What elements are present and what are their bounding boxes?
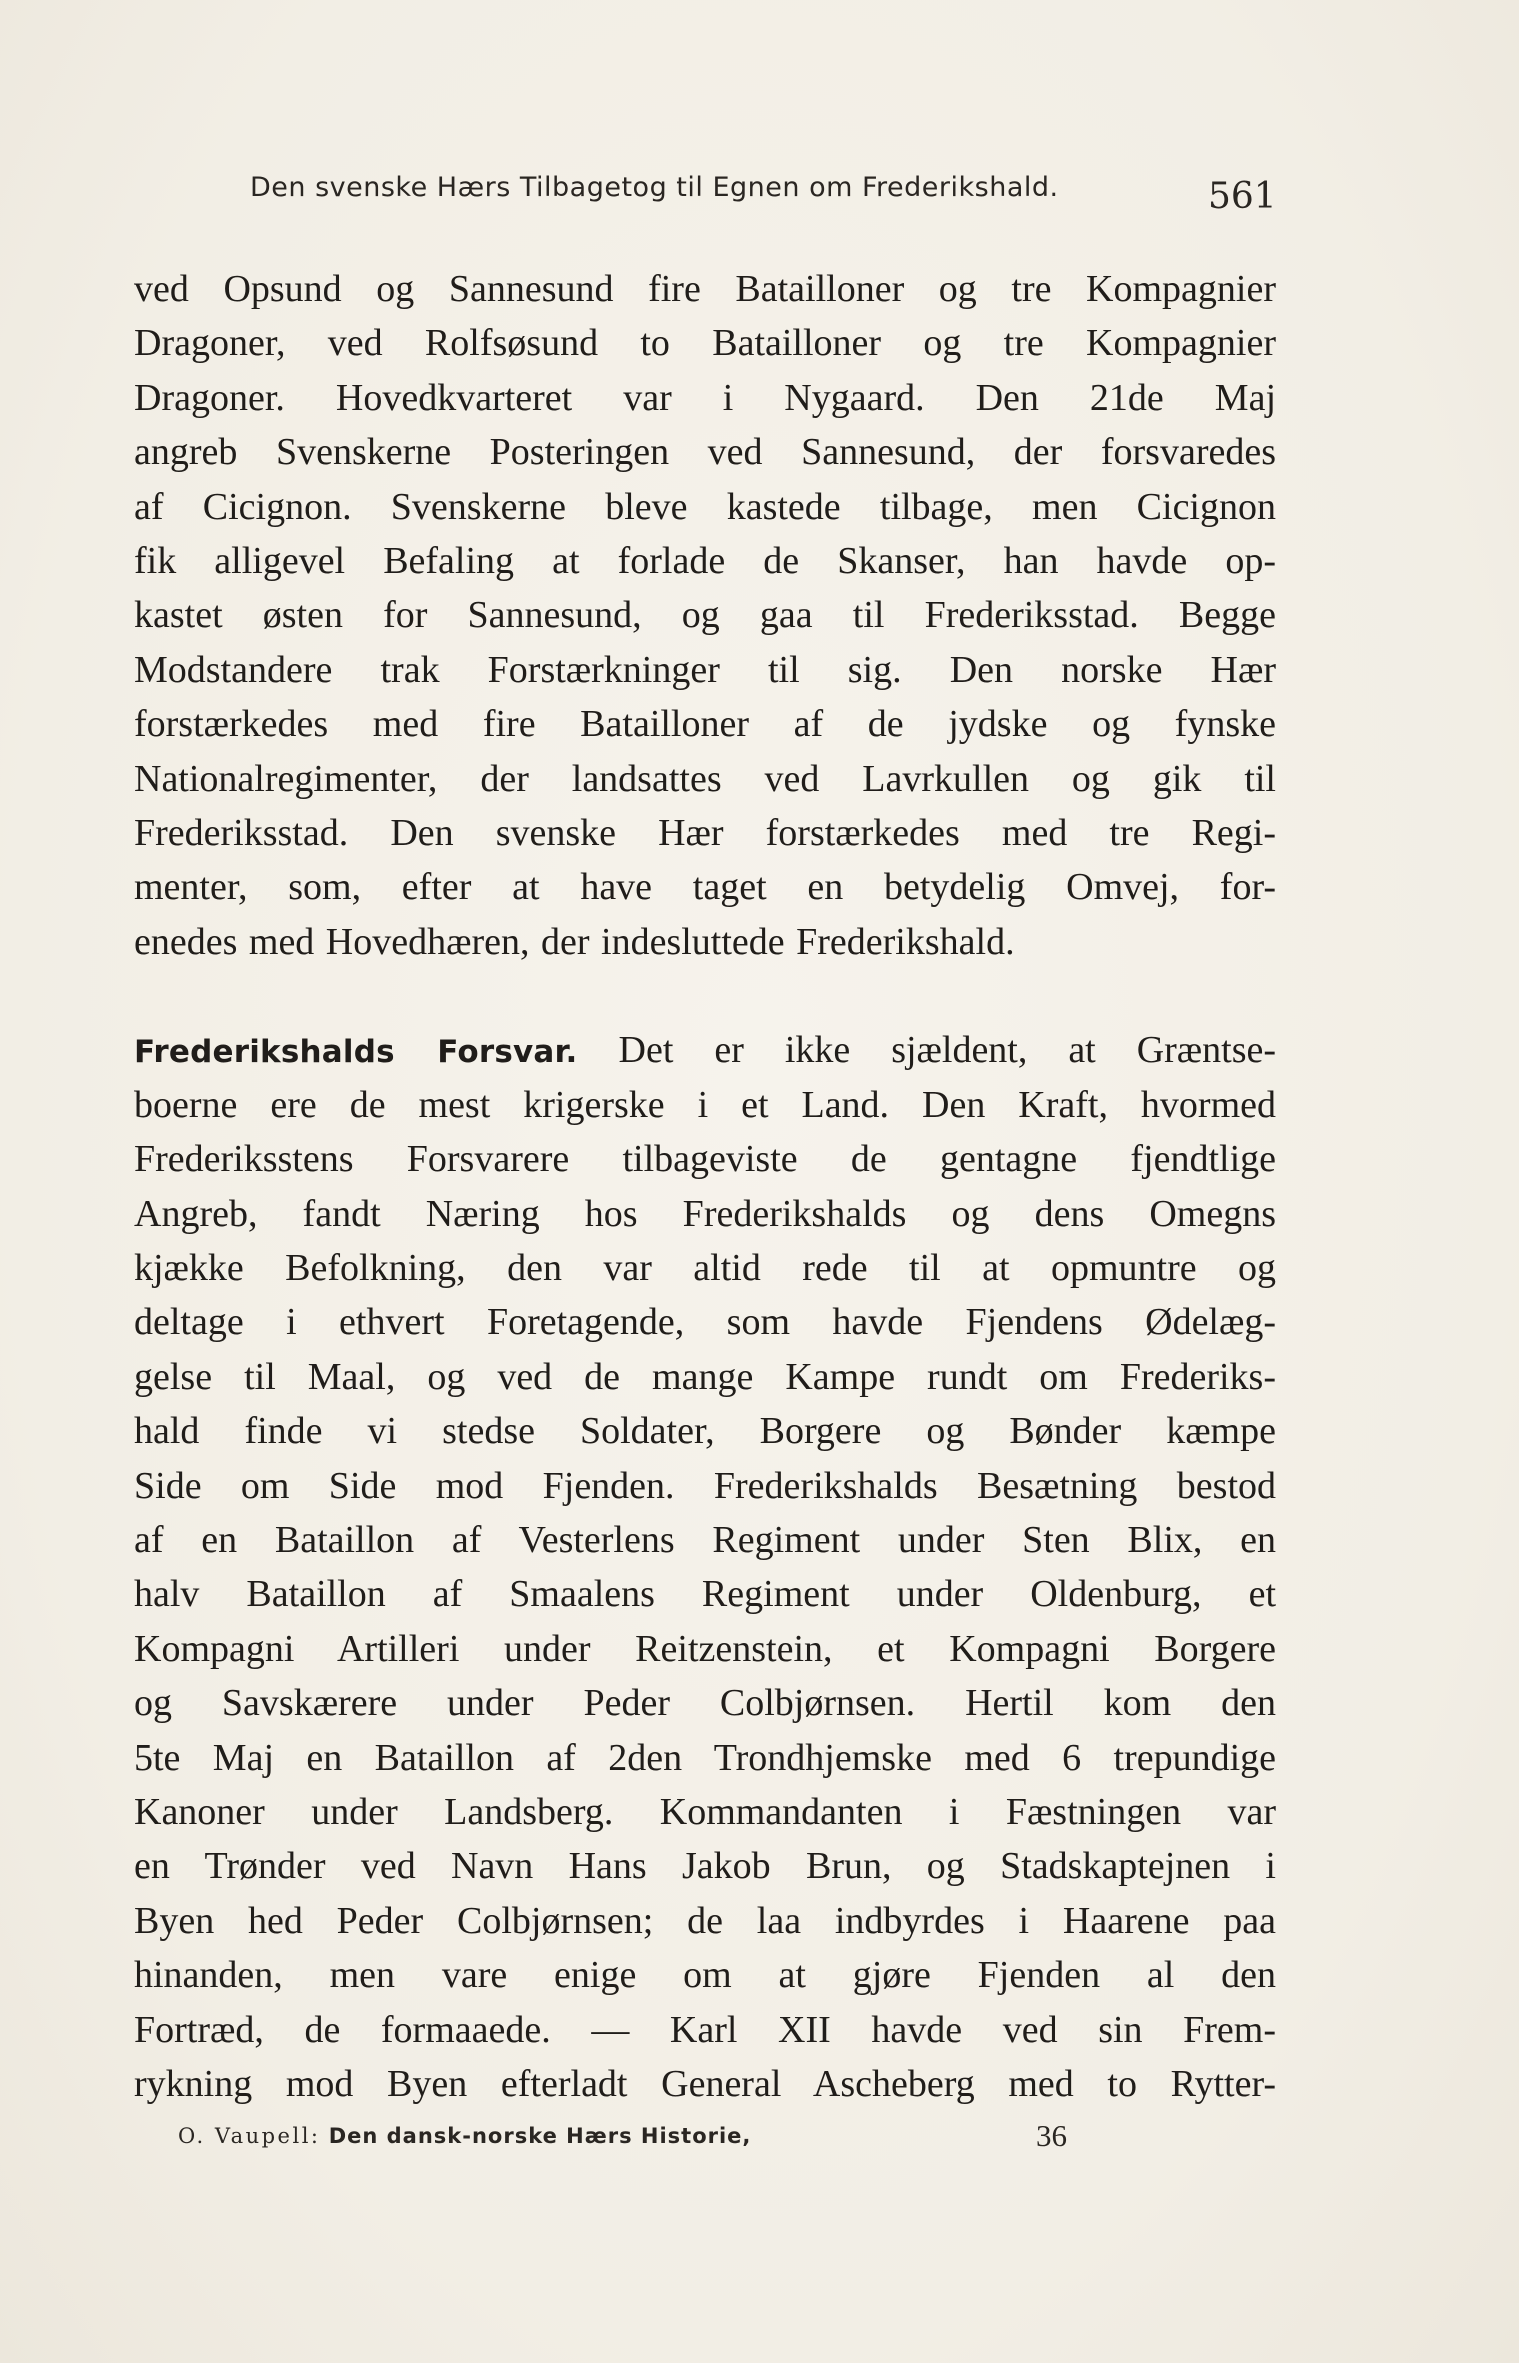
text-line: Nationalregimenter, der landsattes ved Lavrkullen og gik til <box>134 757 1276 800</box>
text-line: Dragoner. Hovedkvarteret var i Nygaard. Den 21de Maj <box>134 376 1276 419</box>
section-first-line <box>134 1023 1276 1077</box>
text-line: gelse til Maal, og ved de mange Kampe rundt om Frederiks- <box>134 1355 1276 1398</box>
text-line: boerne ere de mest krigerske i et Land. Den Kraft, hvormed <box>134 1083 1276 1126</box>
section-heading: Frederikshalds Forsvar. <box>134 1034 578 1071</box>
text-line: fik alligevel Befaling at forlade de Skanser, han havde op- <box>134 539 1276 582</box>
running-head: Den svenske Hærs Tilbagetog til Egnen om Frederikshald. <box>250 172 1059 203</box>
text-line: Angreb, fandt Næring hos Frederikshalds og dens Omegns <box>134 1192 1276 1235</box>
section-first-line-text: Det er ikke sjældent, at Græntse- <box>618 1029 1277 1072</box>
text-line: 5te Maj en Bataillon af 2den Trondhjemske med 6 trepundige <box>134 1736 1276 1779</box>
footer-signature-line <box>178 2124 751 2148</box>
text-line: halv Bataillon af Smaalens Regiment under Oldenburg, et <box>134 1573 1276 1616</box>
footer-book-title: Den dansk-norske Hærs Historie, <box>328 2124 752 2148</box>
text-line: Kanoner under Landsberg. Kommandanten i Fæstningen var <box>134 1790 1276 1833</box>
text-line: ved Opsund og Sannesund fire Bataillоner og tre Kompagnier <box>134 268 1276 310</box>
text-line: Byen hed Peder Colbjørnsen; de laa indbyrdes i Haarene paa <box>134 1899 1276 1942</box>
paragraph-2 <box>134 1023 1276 2111</box>
text-line: Fortræd, de formaaede. — Karl XII havde ved sin Frem- <box>134 2008 1276 2051</box>
text-line: Frederiksstens Forsvarere tilbageviste de gentagne fjendtlige <box>134 1138 1276 1181</box>
text-line: en Trønder ved Navn Hans Jakob Brun, og Stadskaptejnen i <box>134 1845 1276 1888</box>
text-line: Frederiksstad. Den svenske Hær forstærkedes med tre Regi- <box>134 811 1276 854</box>
text-line: kjække Befolkning, den var altid rede til at opmuntre og <box>134 1247 1276 1290</box>
footer-author: O. Vaupell: <box>178 2124 321 2148</box>
text-line: Side om Side mod Fjenden. Frederikshalds Besætning bestod <box>134 1464 1276 1507</box>
text-line: Kompagni Artilleri under Reitzenstein, et Kompagni Borgere <box>134 1627 1276 1670</box>
page-number: 561 <box>1208 176 1277 217</box>
paragraph-gap <box>134 969 1276 1023</box>
text-line: enedes med Hovedhæren, der indesluttede Frederikshald. <box>134 920 1015 963</box>
text-line: af Cicignon. Svenskerne bleve kastede tilbage, men Cicignon <box>134 485 1276 528</box>
text-line: Modstandere trak Forstærkninger til sig. Den norske Hær <box>134 648 1276 691</box>
text-line: hald finde vi stedse Soldater, Borgere og Bønder kæmpe <box>134 1410 1276 1453</box>
body-text <box>134 262 1276 2111</box>
text-line: forstærkedes med fire Bataillоner af de jydske og fynske <box>134 703 1276 746</box>
text-line: og Savskærere under Peder Colbjørnsen. Hertil kom den <box>134 1682 1276 1725</box>
text-line: angreb Svenskerne Posteringen ved Sannesund, der forsvaredes <box>134 431 1276 474</box>
paragraph-1 <box>134 262 1276 969</box>
text-line: hinanden, men vare enige om at gjøre Fjenden al den <box>134 1954 1276 1997</box>
text-line: rykning mod Byen efterladt General Ascheberg med to Rytter- <box>134 2062 1276 2105</box>
text-line: menter, som, efter at have taget en betydelig Omvej, for- <box>134 866 1276 909</box>
text-line: deltage i ethvert Foretagende, som havde Fjendens Ødelæg- <box>134 1301 1276 1344</box>
text-line: Dragoner, ved Rolfsøsund to Bataillоner og tre Kompagnier <box>134 322 1276 365</box>
text-line: af en Bataillon af Vesterlens Regiment under Sten Blix, en <box>134 1518 1276 1561</box>
text-line: kastet østen for Sannesund, og gaa til Frederiksstad. Begge <box>134 594 1276 637</box>
signature-mark: 36 <box>1036 2118 1067 2153</box>
